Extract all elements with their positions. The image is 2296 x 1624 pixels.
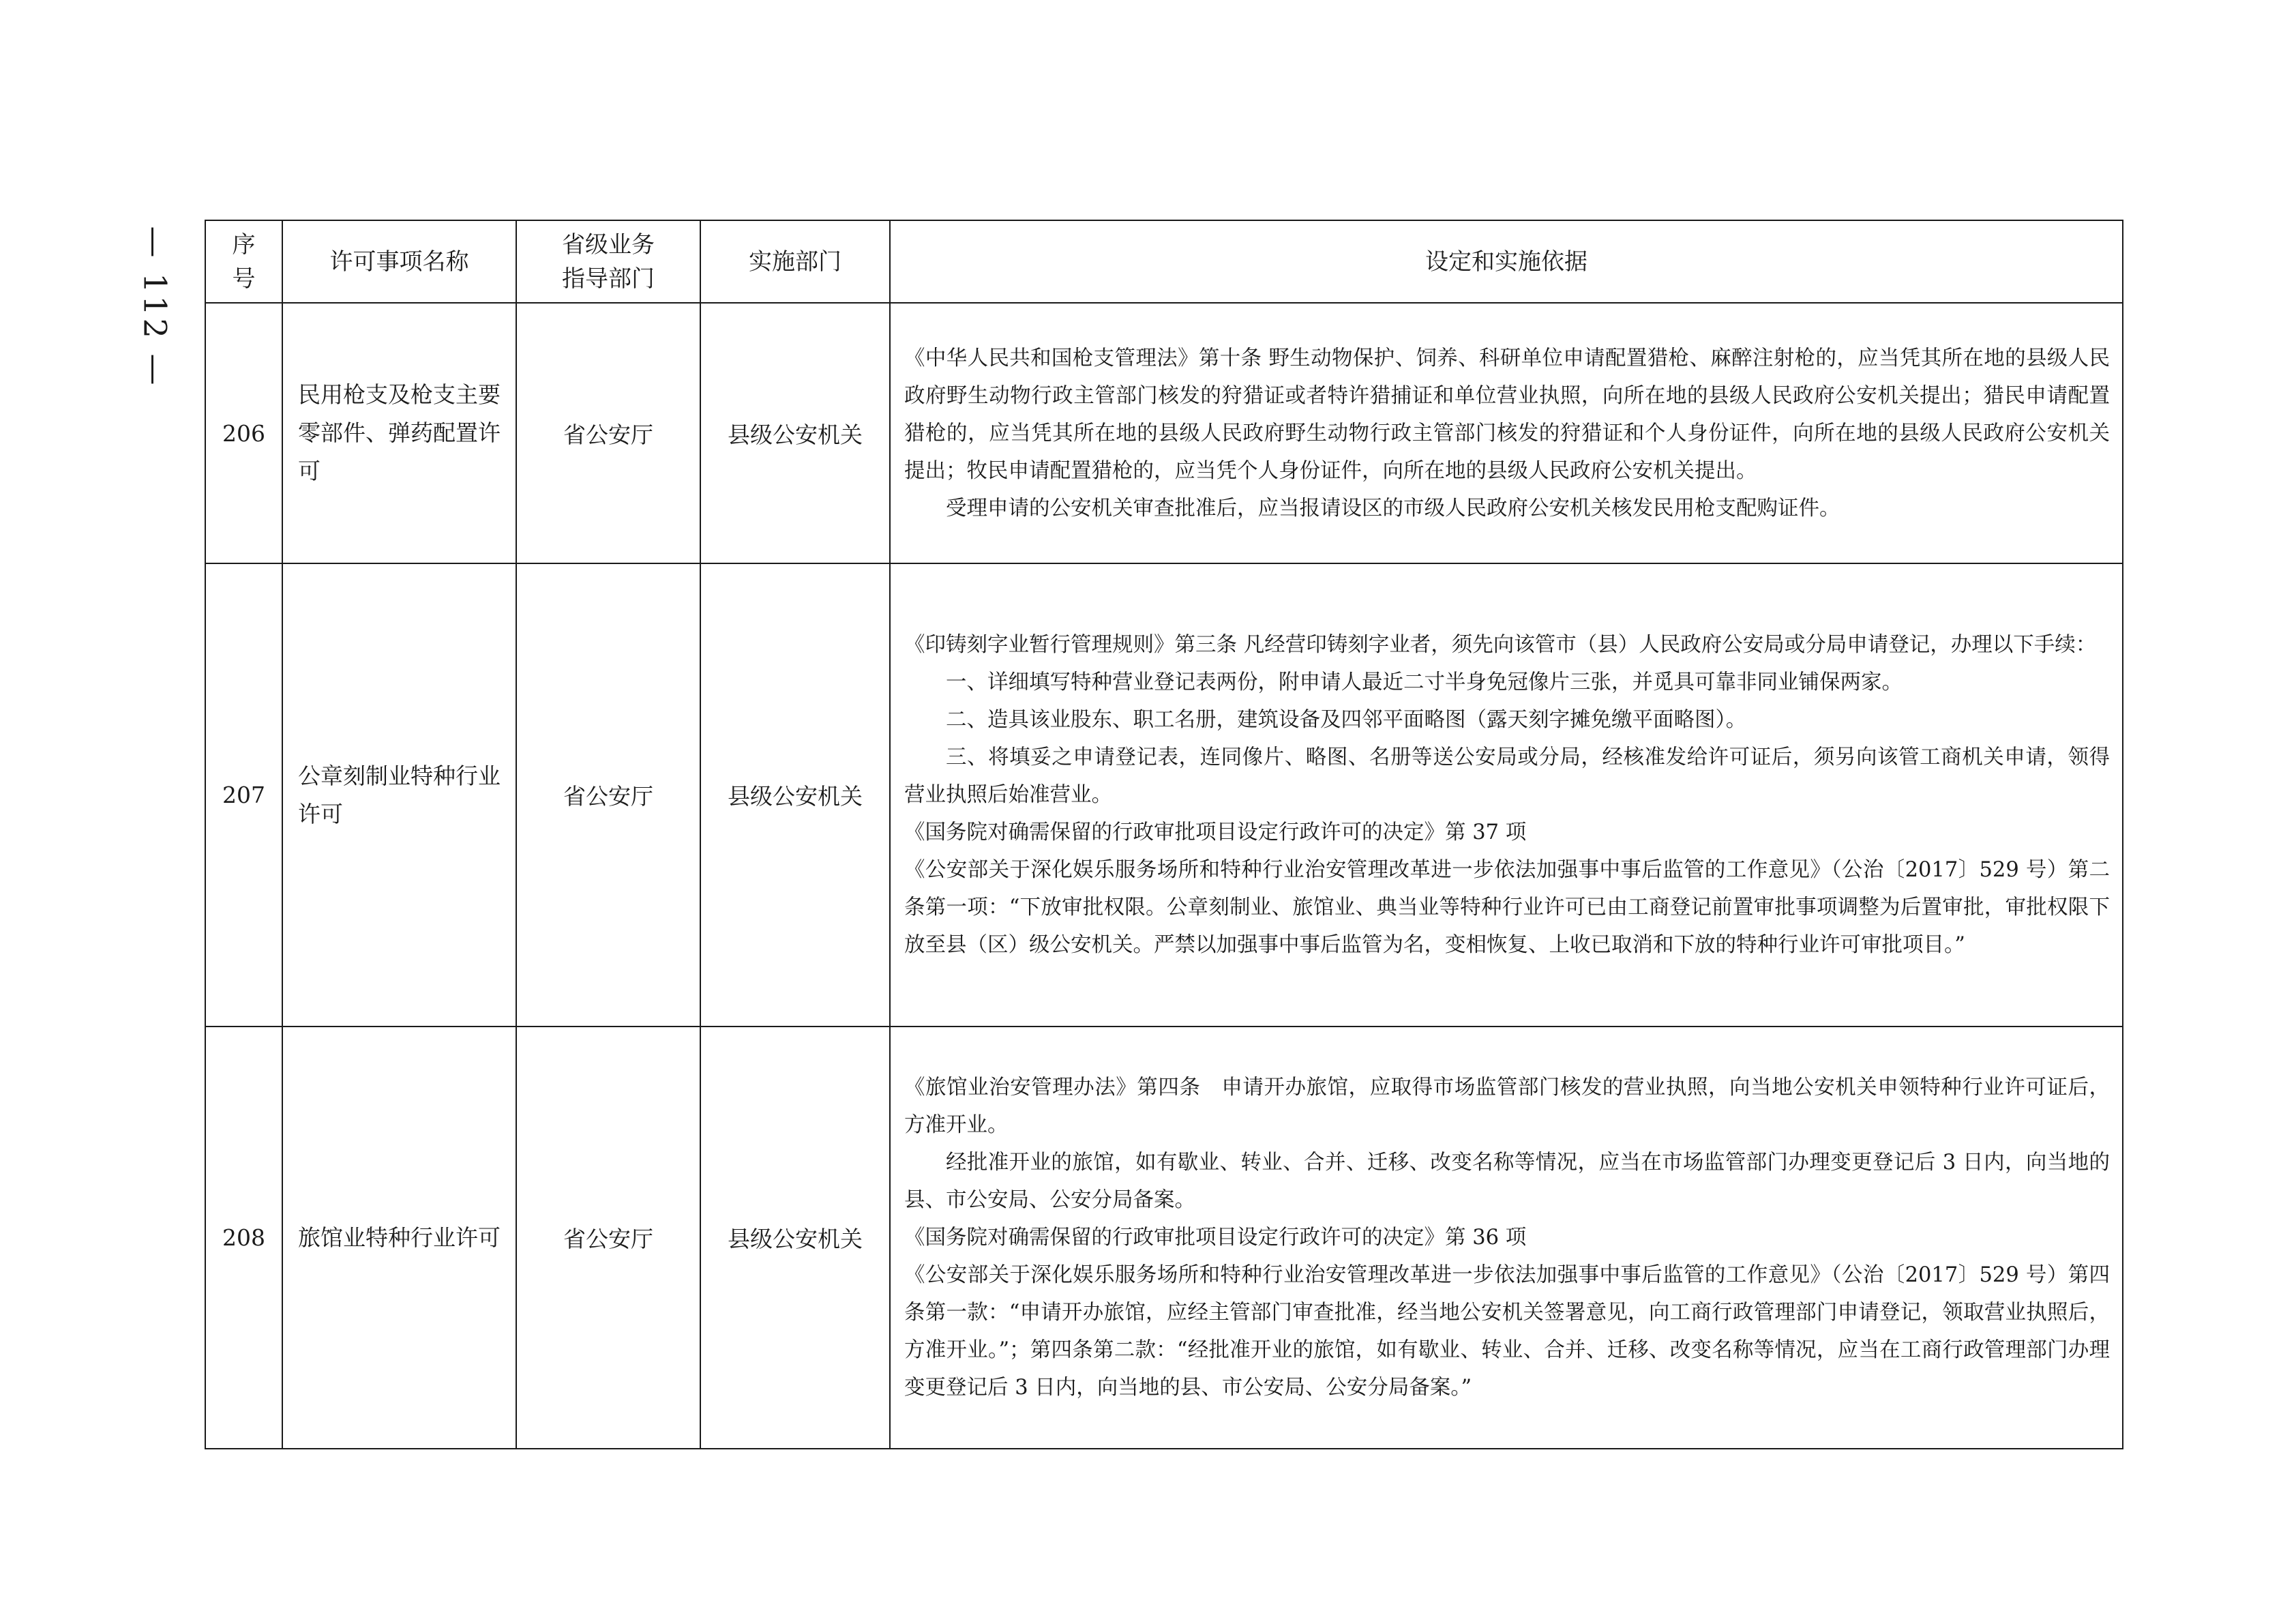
basis-paragraph: 《国务院对确需保留的行政审批项目设定行政许可的决定》第 37 项 [904,821,1527,844]
basis-paragraph: 《印铸刻字业暂行管理规则》第三条 凡经营印铸刻字业者，须先向该管市（县）人民政府公安局或分局申请登记，办理以下手续： [904,633,2097,657]
header-impl-label: 实施部门 [749,248,841,276]
basis-paragraph: 《旅馆业治安管理办法》第四条 申请开办旅馆，应取得市场监管部门核发的营业执照，向当地公安机关申领特种行业许可证后，方准开业。 [904,1076,2110,1137]
header-row [205,220,2123,303]
basis-paragraph: 一、详细填写特种营业登记表两份，附申请人最近二寸半身免冠像片三张，并觅具可靠非同业铺保两家。 [946,670,1903,694]
header-no-label: 序号 [232,231,256,293]
cell-basis [890,303,2123,563]
basis-paragraph: 《公安部关于深化娱乐服务场所和特种行业治安管理改革进一步依法加强事中事后监管的工作意见》（公治〔2017〕529 号）第四条第一款：“申请开办旅馆，应经主管部门审查批准，经当地公安机关签署意见，向工商行政管理部门申请登记，领取营业执照后，方准开业。”；第四条第二款：“经批准开业的旅馆，如有歇业、转业、合并、迁移、改变名称等情况，应当在工商行政管理部门办理变更登记后 3 日内，向当地的县、市公安局、公安分局备案。” [904,1263,2110,1400]
cell-basis [890,563,2123,1027]
header-name [282,220,516,303]
header-basis [890,220,2123,303]
table-row-206 [205,303,2123,563]
cell-name: 公章刻制业特种行业许可 [282,563,516,1027]
header-dept-line2: 指导部门 [562,265,655,293]
header-dept-line1: 省级业务 [562,231,655,259]
header-basis-label: 设定和实施依据 [1425,248,1587,276]
basis-paragraph: 《国务院对确需保留的行政审批项目设定行政许可的决定》第 36 项 [904,1226,1527,1250]
header-no [205,220,282,303]
cell-name: 民用枪支及枪支主要零部件、弹药配置许可 [282,303,516,563]
basis-paragraph: 经批准开业的旅馆，如有歇业、转业、合并、迁移、改变名称等情况，应当在市场监管部门办理变更登记后 3 日内，向当地的县、市公安局、公安分局备案。 [904,1151,2110,1212]
header-impl [700,220,890,303]
basis-paragraph: 《公安部关于深化娱乐服务场所和特种行业治安管理改革进一步依法加强事中事后监管的工作意见》（公治〔2017〕529 号）第二条第一项：“下放审批权限。公章刻制业、旅馆业、典当业等特种行业许可已由工商登记前置审批事项调整为后置审批，审批权限下放至县（区）级公安机关。严禁以加强事中事后监管为名，变相恢复、上收已取消和下放的特种行业许可审批项目。” [904,858,2110,957]
cell-no: 206 [205,303,282,563]
cell-dept: 省公安厅 [516,563,700,1027]
table-row-208 [205,1027,2123,1449]
basis-paragraph: 受理申请的公安机关审查批准后，应当报请设区的市级人民政府公安机关核发民用枪支配购证件。 [946,496,1840,520]
cell-no: 208 [205,1027,282,1449]
page-number-text: — 112 — [137,226,175,388]
cell-no: 207 [205,563,282,1027]
cell-impl: 县级公安机关 [700,1027,890,1449]
table-row-207 [205,563,2123,1027]
cell-basis [890,1027,2123,1449]
cell-impl: 县级公安机关 [700,563,890,1027]
permit-table [205,220,2123,1449]
basis-paragraph: 三、将填妥之申请登记表，连同像片、略图、名册等送公安局或分局，经核准发给许可证后，须另向该管工商机关申请，领得营业执照后始准营业。 [904,745,2110,807]
cell-name: 旅馆业特种行业许可 [282,1027,516,1449]
header-name-label: 许可事项名称 [329,248,469,276]
page-number [135,211,176,402]
cell-dept: 省公安厅 [516,1027,700,1449]
header-dept [516,220,700,303]
cell-dept: 省公安厅 [516,303,700,563]
basis-paragraph: 二、造具该业股东、职工名册，建筑设备及四邻平面略图（露天刻字摊免缴平面略图）。 [946,708,1747,732]
basis-paragraph: 《中华人民共和国枪支管理法》第十条 野生动物保护、饲养、科研单位申请配置猎枪、麻醉注射枪的，应当凭其所在地的县级人民政府野生动物行政主管部门核发的狩猎证或者特许猎捕证和单位营业执照，向所在地的县级人民政府公安机关提出；猎民申请配置猎枪的，应当凭其所在地的县级人民政府野生动物行政主管部门核发的狩猎证和个人身份证件，向所在地的县级人民政府公安机关提出；牧民申请配置猎枪的，应当凭个人身份证件，向所在地的县级人民政府公安机关提出。 [904,346,2110,483]
cell-impl: 县级公安机关 [700,303,890,563]
